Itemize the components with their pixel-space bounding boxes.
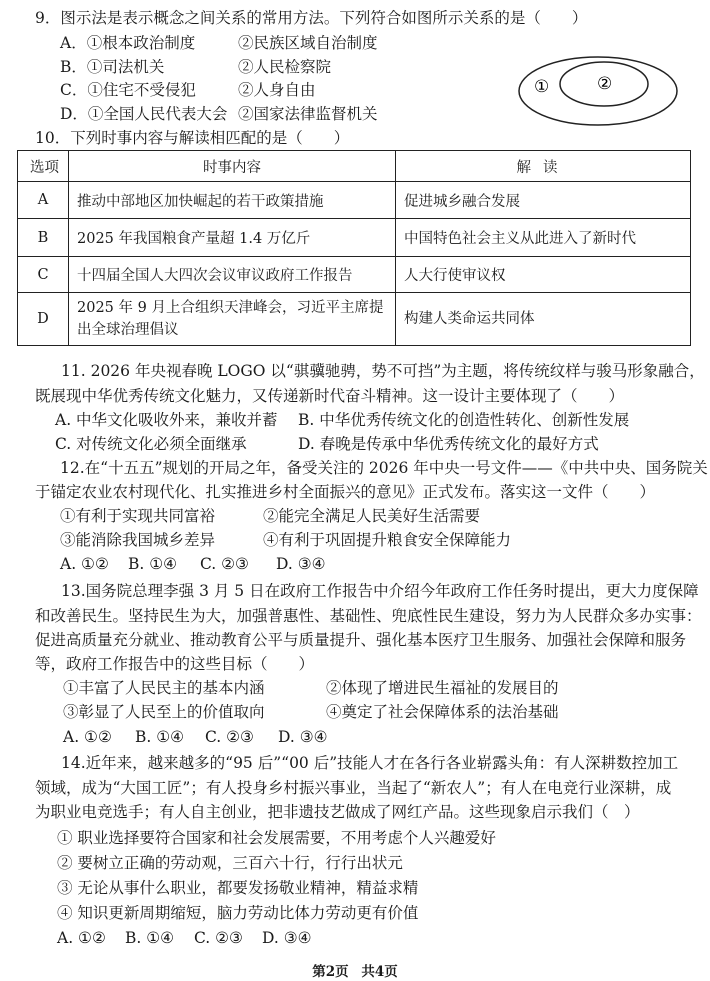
q13-stem-line1: 13.国务院总理李强 3 月 5 日在政府工作报告中介绍今年政府工作任务时提出，更大力度保障 (61, 582, 699, 600)
q13-answer-a: A. ①② (63, 728, 112, 746)
page-number: 第2页 (312, 964, 349, 980)
q12-item-4: ④有利于巩固提升粮食安全保障能力 (263, 531, 512, 549)
q14-stem-line2: 领域，成为“大国工匠”；有人投身乡村振兴事业，当起了“新农人”；有人在电竞行业深耕，成 (35, 779, 672, 797)
header-option: 选项 (18, 151, 69, 182)
row-option: C (18, 257, 69, 293)
header-content: 时事内容 (69, 151, 396, 182)
q9-option-a: A．①根本政治制度 (60, 34, 196, 52)
inner-label: ② (597, 74, 613, 94)
q13-answer-d: D. ③④ (278, 728, 328, 746)
q14-item-1: ① 职业选择要符合国家和社会发展需要，不用考虑个人兴趣爱好 (57, 829, 496, 847)
q12-item-2: ②能完全满足人民美好生活需要 (263, 507, 481, 525)
q14-answer-c: C. ②③ (194, 929, 243, 947)
q9-option-c-item2: ②人身自由 (238, 81, 316, 99)
row-content: 2025 年我国粮食产量超 1.4 万亿斤 (69, 219, 396, 257)
q9-stem: 9．图示法是表示概念之间关系的常用方法。下列符合如图所示关系的是（ ） (35, 9, 588, 27)
q9-option-a-item2: ②民族区域自治制度 (238, 34, 378, 52)
q14-answer-d: D. ③④ (262, 929, 312, 947)
q11-stem-line1: 11. 2026 年央视春晚 LOGO 以“骐骥驰骋，势不可挡”为主题，将传统纹样与骏马形象融合， (61, 362, 705, 380)
q12-answer-a: A. ①② (60, 555, 109, 573)
q10-table (17, 150, 691, 346)
q11-option-a: A. 中华文化吸收外来，兼收并蓄 (55, 411, 278, 429)
q13-answer-b: B. ①④ (135, 728, 185, 746)
header-interpretation: 解读 (396, 151, 691, 182)
q9-option-c: C．①住宅不受侵犯 (60, 81, 196, 99)
q9-option-d-item2: ②国家法律监督机关 (238, 105, 378, 123)
q12-stem-line2: 于锚定农业农村现代化、扎实推进乡村全面振兴的意见》正式发布。落实这一文件（ ） (35, 483, 656, 501)
row-option: A (18, 182, 69, 219)
q14-answer-a: A. ①② (57, 929, 106, 947)
q10-stem: 10．下列时事内容与解读相匹配的是（ ） (35, 129, 350, 147)
q14-item-4: ④ 知识更新周期缩短，脑力劳动比体力劳动更有价值 (57, 904, 419, 922)
row-option: D (18, 293, 69, 346)
q13-item-1: ①丰富了人民民主的基本内涵 (63, 679, 265, 697)
q11-option-d: D. 春晚是传承中华优秀传统文化的最好方式 (298, 435, 599, 453)
q14-item-3: ③ 无论从事什么职业，都要发扬敬业精神，精益求精 (57, 879, 419, 897)
row-content: 十四届全国人大四次会议审议政府工作报告 (69, 257, 396, 293)
q14-item-2: ② 要树立正确的劳动观，三百六十行，行行出状元 (57, 854, 403, 872)
q13-item-3: ③彰显了人民至上的价值取向 (63, 703, 265, 721)
q11-option-c: C. 对传统文化必须全面继承 (55, 435, 247, 453)
table-row (18, 182, 691, 219)
table-row (18, 293, 691, 346)
q14-stem-line3: 为职业电竞选手；有人自主创业，把非遗技艺做成了网红产品。这些现象启示我们（ ） (35, 803, 640, 821)
table-header-row (18, 151, 691, 182)
q9-option-b: B．①司法机关 (60, 58, 165, 76)
q9-option-b-item2: ②人民检察院 (238, 58, 332, 76)
row-interpretation: 中国特色社会主义从此进入了新时代 (396, 219, 691, 257)
q9-option-d: D．①全国人民代表大会 (60, 105, 228, 123)
row-option: B (18, 219, 69, 257)
q13-stem-line3: 促进高质量充分就业、推动教育公平与质量提升、强化基本医疗卫生服务、加强社会保障和服务 (35, 631, 687, 649)
q11-stem-line2: 既展现中华优秀传统文化魅力，又传递新时代奋斗精神。这一设计主要体现了（ ） (35, 387, 625, 405)
q11-option-b: B. 中华优秀传统文化的创造性转化、创新性发展 (298, 411, 630, 429)
table-row (18, 219, 691, 257)
q12-item-3: ③能消除我国城乡差异 (60, 531, 216, 549)
page-total: 共4页 (361, 964, 398, 980)
row-interpretation: 人大行使审议权 (396, 257, 691, 293)
outer-label: ① (534, 77, 550, 97)
q12-item-1: ①有利于实现共同富裕 (60, 507, 216, 525)
page-footer (0, 960, 710, 980)
q13-item-4: ④奠定了社会保障体系的法治基础 (326, 703, 559, 721)
row-interpretation: 构建人类命运共同体 (396, 293, 691, 346)
row-content: 推动中部地区加快崛起的若干政策措施 (69, 182, 396, 219)
q12-stem-line1: 12.在“十五五”规划的开局之年，备受关注的 2026 年中央一号文件——《中共中央、国务院关 (60, 459, 708, 477)
row-content: 2025 年 9 月上合组织天津峰会，习近平主席提出全球治理倡议 (69, 293, 396, 346)
table-row (18, 257, 691, 293)
q12-answer-c: C. ②③ (200, 555, 249, 573)
q14-answer-b: B. ①④ (125, 929, 175, 947)
q14-stem-line1: 14.近年来，越来越多的“95 后”“00 后”技能人才在各行各业崭露头角：有人深耕数控加工 (61, 754, 679, 772)
q12-answer-d: D. ③④ (276, 555, 326, 573)
q12-answer-b: B. ①④ (128, 555, 178, 573)
q13-stem-line2: 和改善民生。坚持民生为大，加强普惠性、基础性、兜底性民生建设，努力为人民群众多办实事： (35, 607, 702, 625)
q13-answer-c: C. ②③ (205, 728, 254, 746)
venn-diagram (514, 52, 684, 132)
q13-stem-line4: 等，政府工作报告中的这些目标（ ） (35, 655, 315, 673)
q13-item-2: ②体现了增进民生福祉的发展目的 (326, 679, 559, 697)
row-interpretation: 促进城乡融合发展 (396, 182, 691, 219)
